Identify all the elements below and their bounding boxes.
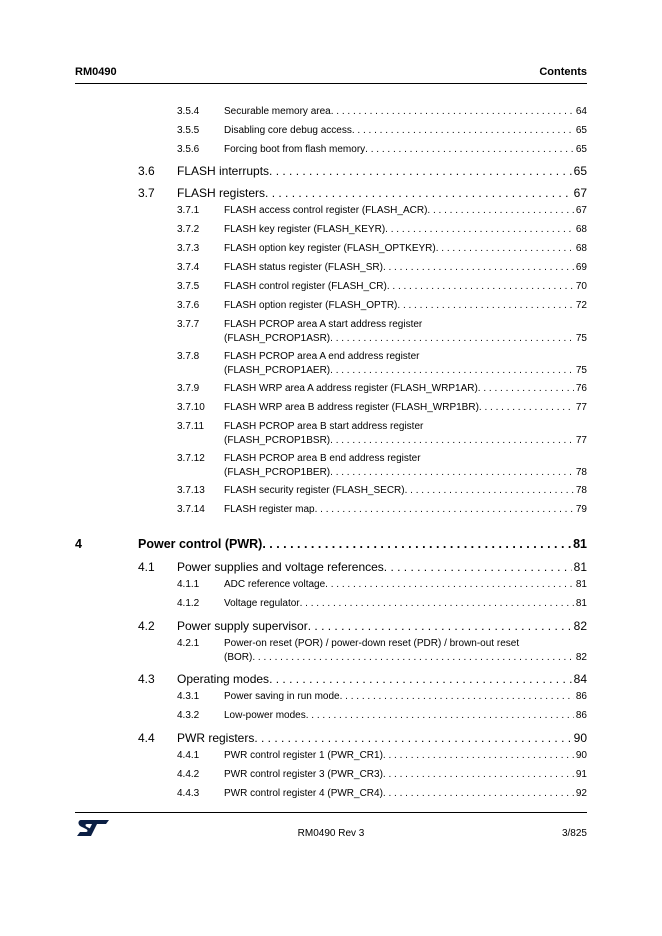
toc-leader-dots [383, 262, 574, 273]
toc-entry-number: 3.7 [138, 186, 155, 200]
toc-leader-dots [308, 619, 572, 633]
toc-entry-page[interactable]: 65 [575, 144, 587, 155]
toc-entry-title[interactable]: FLASH interrupts [177, 164, 270, 178]
toc-entry-title[interactable]: FLASH option key register (FLASH_OPTKEYR) [224, 243, 436, 254]
toc-entry-title[interactable]: PWR control register 4 (PWR_CR4) [224, 788, 383, 799]
toc-leader-dots [383, 769, 574, 780]
footer-rule [75, 812, 587, 813]
toc-entry-number: 4 [75, 537, 82, 551]
toc-leader-dots [330, 435, 574, 446]
toc-entry-page[interactable]: 65 [575, 125, 587, 136]
toc-entry-page[interactable]: 75 [575, 365, 587, 376]
header-doc-id: RM0490 [75, 66, 117, 78]
toc-leader-dots [315, 504, 574, 515]
toc-entry[interactable] [224, 710, 587, 721]
toc-entry-title[interactable]: FLASH registers [177, 186, 266, 200]
toc-leader-dots [436, 243, 574, 254]
toc-entry-page[interactable]: 68 [575, 243, 587, 254]
toc-leader-dots [262, 537, 571, 551]
toc-entry-title-continued[interactable]: (FLASH_PCROP1BER) [224, 467, 331, 478]
toc-entry-page[interactable]: 81 [573, 537, 587, 551]
toc-entry-title[interactable]: FLASH PCROP area B end address register [224, 453, 421, 464]
toc-entry-page[interactable]: 86 [575, 710, 587, 721]
toc-entry[interactable] [224, 750, 587, 761]
toc-leader-dots [383, 750, 574, 761]
toc-entry[interactable] [224, 579, 587, 590]
toc-entry-page[interactable]: 76 [575, 383, 587, 394]
toc-entry-number: 3.7.9 [177, 383, 200, 394]
toc-entry-page[interactable]: 72 [575, 300, 587, 311]
toc-entry-title-continued[interactable]: (FLASH_PCROP1BSR) [224, 435, 331, 446]
toc-leader-dots [330, 333, 574, 344]
toc-entry-page[interactable]: 82 [573, 619, 587, 633]
toc-entry[interactable] [224, 224, 587, 235]
toc-entry[interactable] [224, 383, 587, 394]
toc-leader-dots [479, 402, 574, 413]
toc-entry[interactable] [224, 262, 587, 273]
toc-entry-title[interactable]: FLASH status register (FLASH_SR) [224, 262, 383, 273]
toc-entry-title-continued[interactable]: (FLASH_PCROP1AER) [224, 365, 331, 376]
header-rule [75, 83, 587, 84]
toc-entry[interactable] [224, 205, 587, 216]
toc-entry-title[interactable]: PWR registers [177, 731, 255, 745]
toc-entry-number: 4.4.2 [177, 769, 200, 780]
toc-entry-title[interactable]: Power-on reset (POR) / power-down reset (PDR) / brown-out reset [224, 638, 520, 649]
toc-entry[interactable] [224, 598, 587, 609]
toc-entry-number: 3.7.2 [177, 224, 200, 235]
toc-entry[interactable] [224, 300, 587, 311]
toc-entry-page[interactable]: 92 [575, 788, 587, 799]
toc-entry[interactable] [224, 243, 587, 254]
toc-entry-page[interactable]: 67 [573, 186, 587, 200]
toc-entry-number: 3.7.11 [177, 421, 205, 432]
footer-page-number: 3/825 [561, 828, 587, 839]
toc-entry-title[interactable]: Power saving in run mode [224, 691, 340, 702]
toc-leader-dots [385, 224, 574, 235]
toc-entry-number: 3.7.1 [177, 205, 200, 216]
toc-entry[interactable] [177, 164, 587, 178]
toc-entry-number: 3.7.13 [177, 485, 205, 496]
toc-entry-page[interactable]: 91 [575, 769, 587, 780]
toc-leader-dots [387, 281, 574, 292]
toc-entry-number: 3.7.8 [177, 351, 200, 362]
toc-leader-dots [397, 300, 573, 311]
toc-entry-title[interactable]: Disabling core debug access [224, 125, 352, 136]
toc-entry[interactable] [177, 672, 587, 686]
toc-leader-dots [269, 164, 572, 178]
toc-entry-number: 4.1.2 [177, 598, 200, 609]
toc-entry-page[interactable]: 81 [575, 598, 587, 609]
toc-entry[interactable] [177, 186, 587, 200]
toc-entry-number: 3.7.10 [177, 402, 205, 413]
toc-entry[interactable] [224, 788, 587, 799]
toc-leader-dots [405, 485, 574, 496]
toc-entry-number: 4.1 [138, 560, 155, 574]
toc-entry[interactable] [138, 537, 587, 551]
toc-entry-title[interactable]: FLASH option register (FLASH_OPTR) [224, 300, 398, 311]
toc-entry[interactable] [224, 485, 587, 496]
toc-leader-dots [384, 560, 572, 574]
toc-entry-page[interactable]: 86 [575, 691, 587, 702]
toc-entry-title[interactable]: Low-power modes [224, 710, 306, 721]
toc-entry-page[interactable]: 81 [575, 579, 587, 590]
toc-leader-dots [252, 652, 574, 663]
toc-leader-dots [352, 125, 574, 136]
toc-entry-number: 4.2.1 [177, 638, 200, 649]
toc-entry-title[interactable]: PWR control register 3 (PWR_CR3) [224, 769, 383, 780]
toc-entry-title[interactable]: FLASH PCROP area A start address register [224, 319, 423, 330]
toc-entry-title[interactable]: FLASH PCROP area A end address register [224, 351, 420, 362]
toc-entry-page[interactable]: 90 [573, 731, 587, 745]
toc-leader-dots [383, 788, 574, 799]
toc-entry-page[interactable]: 77 [575, 435, 587, 446]
toc-entry-number: 3.7.3 [177, 243, 200, 254]
toc-entry[interactable] [224, 769, 587, 780]
toc-entry[interactable] [224, 652, 587, 663]
footer-doc-rev: RM0490 Rev 3 [297, 828, 365, 839]
toc-entry-title[interactable]: FLASH security register (FLASH_SECR) [224, 485, 405, 496]
toc-entry-page[interactable]: 68 [575, 224, 587, 235]
toc-entry-page[interactable]: 82 [575, 652, 587, 663]
toc-leader-dots [331, 106, 574, 117]
toc-leader-dots [254, 731, 571, 745]
toc-entry-title[interactable]: FLASH key register (FLASH_KEYR) [224, 224, 386, 235]
toc-entry[interactable] [224, 402, 587, 413]
toc-entry-number: 3.7.7 [177, 319, 200, 330]
toc-entry[interactable] [224, 125, 587, 136]
toc-entry-title[interactable]: Voltage regulator [224, 598, 300, 609]
toc-entry-number: 4.1.1 [177, 579, 200, 590]
toc-entry-title[interactable]: Operating modes [177, 672, 270, 686]
toc-entry[interactable] [177, 619, 587, 633]
toc-entry-page[interactable]: 65 [573, 164, 587, 178]
toc-entry-number: 3.6 [138, 164, 155, 178]
toc-leader-dots [330, 467, 574, 478]
toc-entry-title[interactable]: Power supply supervisor [177, 619, 308, 633]
toc-entry-number: 4.3.2 [177, 710, 200, 721]
toc-entry-number: 3.7.4 [177, 262, 200, 273]
toc-leader-dots [265, 186, 572, 200]
toc-entry-title[interactable]: PWR control register 1 (PWR_CR1) [224, 750, 383, 761]
toc-entry-page[interactable]: 90 [575, 750, 587, 761]
toc-entry-title[interactable]: Securable memory area [224, 106, 331, 117]
toc-entry-page[interactable]: 79 [575, 504, 587, 515]
toc-entry-number: 4.3.1 [177, 691, 200, 702]
toc-leader-dots [365, 144, 574, 155]
toc-entry-number: 3.5.4 [177, 106, 200, 117]
toc-entry-number: 3.7.5 [177, 281, 200, 292]
toc-leader-dots [306, 710, 574, 721]
toc-entry[interactable] [177, 560, 587, 574]
toc-entry-number: 4.4.3 [177, 788, 200, 799]
toc-entry-title[interactable]: FLASH WRP area A address register (FLASH_WRP1AR) [224, 383, 478, 394]
toc-entry-number: 3.5.6 [177, 144, 200, 155]
toc-entry[interactable] [224, 691, 587, 702]
toc-entry-title[interactable]: FLASH WRP area B address register (FLASH_WRP1BR) [224, 402, 479, 413]
toc-leader-dots [478, 383, 574, 394]
toc-entry-number: 3.7.14 [177, 504, 205, 515]
toc-entry-number: 4.2 [138, 619, 155, 633]
toc-entry[interactable] [224, 435, 587, 446]
toc-entry-number: 4.4 [138, 731, 155, 745]
toc-entry-page[interactable]: 75 [575, 333, 587, 344]
toc-entry[interactable] [224, 504, 587, 515]
toc-entry-title[interactable]: FLASH PCROP area B start address register [224, 421, 424, 432]
toc-entry[interactable] [224, 144, 587, 155]
toc-entry-page[interactable]: 78 [575, 467, 587, 478]
toc-entry[interactable] [224, 333, 587, 344]
toc-entry-page[interactable]: 84 [573, 672, 587, 686]
toc-entry-number: 3.5.5 [177, 125, 200, 136]
toc-leader-dots [340, 691, 574, 702]
toc-entry[interactable] [224, 467, 587, 478]
toc-leader-dots [269, 672, 572, 686]
toc-entry-title[interactable]: ADC reference voltage [224, 579, 326, 590]
toc-entry-number: 4.3 [138, 672, 155, 686]
toc-entry-title[interactable]: Power supplies and voltage references [177, 560, 384, 574]
toc-entry-number: 3.7.6 [177, 300, 200, 311]
toc-entry-page[interactable]: 69 [575, 262, 587, 273]
toc-entry-page[interactable]: 77 [575, 402, 587, 413]
toc-entry-title-continued[interactable]: (BOR) [224, 652, 253, 663]
toc-leader-dots [330, 365, 574, 376]
toc-entry-title-continued[interactable]: (FLASH_PCROP1ASR) [224, 333, 331, 344]
toc-entry-title[interactable]: FLASH control register (FLASH_CR) [224, 281, 387, 292]
toc-entry-title[interactable]: FLASH access control register (FLASH_ACR) [224, 205, 428, 216]
toc-entry-title[interactable]: FLASH register map [224, 504, 315, 515]
toc-leader-dots [427, 205, 573, 216]
toc-entry-page[interactable]: 67 [575, 205, 587, 216]
toc-entry[interactable] [224, 365, 587, 376]
toc-entry-number: 3.7.12 [177, 453, 205, 464]
toc-entry-title[interactable]: Power control (PWR) [138, 537, 263, 551]
toc-leader-dots [300, 598, 574, 609]
toc-entry-page[interactable]: 64 [575, 106, 587, 117]
toc-entry[interactable] [224, 106, 587, 117]
toc-entry-page[interactable]: 81 [573, 560, 587, 574]
toc-entry[interactable] [224, 281, 587, 292]
header-section: Contents [539, 66, 587, 78]
toc-entry-page[interactable]: 70 [575, 281, 587, 292]
toc-entry-number: 4.4.1 [177, 750, 200, 761]
toc-entry-page[interactable]: 78 [575, 485, 587, 496]
toc-leader-dots [325, 579, 574, 590]
toc-entry-title[interactable]: Forcing boot from flash memory [224, 144, 366, 155]
toc-entry[interactable] [177, 731, 587, 745]
